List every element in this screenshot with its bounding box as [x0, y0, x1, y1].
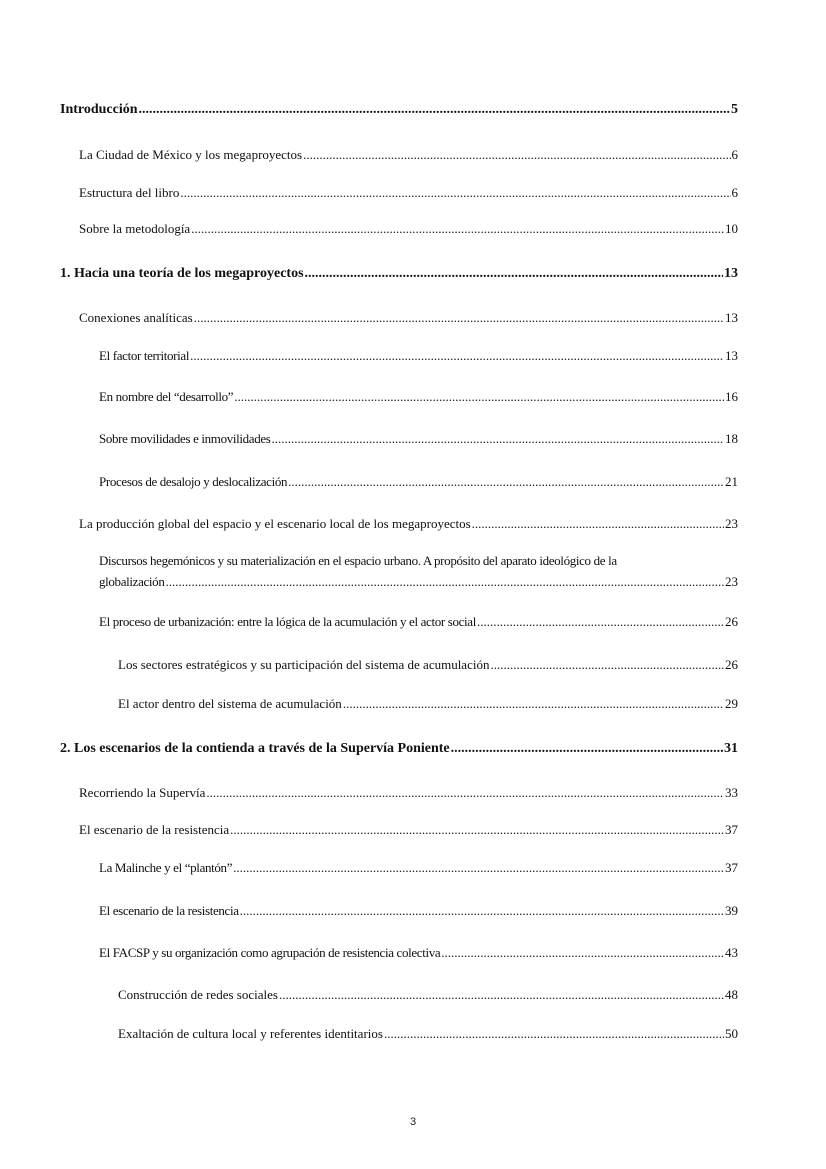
dot-leader — [194, 309, 724, 326]
toc-entry[interactable] — [79, 821, 738, 838]
toc-entry-title: El factor territorial — [99, 348, 190, 363]
toc-entry-page: 26 — [725, 657, 738, 672]
dot-leader — [441, 944, 724, 961]
toc-entry-introduccion[interactable] — [60, 101, 738, 118]
toc-entry[interactable] — [118, 656, 738, 673]
toc-entry-page: 29 — [725, 696, 738, 711]
toc-entry[interactable] — [118, 695, 738, 712]
toc-entry-page: 37 — [725, 822, 738, 837]
toc-entry-chapter-1[interactable] — [60, 265, 738, 282]
dot-leader — [472, 515, 724, 532]
toc-entry-chapter-2[interactable] — [60, 740, 738, 757]
toc-entry[interactable] — [99, 347, 738, 364]
toc-entry-page: 31 — [724, 741, 738, 756]
toc-entry[interactable] — [99, 613, 738, 630]
dot-leader — [451, 740, 723, 757]
toc-entry-title: 1. Hacia una teoría de los megaproyectos — [60, 266, 304, 281]
toc-entry-page: 21 — [725, 474, 738, 489]
toc-entry-title: Los sectores estratégicos y su participación del sistema de acumulación — [118, 657, 490, 672]
toc-entry-page: 13 — [724, 266, 738, 281]
dot-leader — [234, 388, 724, 405]
dot-leader — [477, 613, 724, 630]
toc-entry-title: En nombre del “desarrollo” — [99, 389, 234, 404]
dot-leader — [240, 902, 724, 919]
toc-entry-title: El actor dentro del sistema de acumulación — [118, 696, 342, 711]
dot-leader — [343, 695, 724, 712]
dot-leader — [305, 265, 723, 282]
toc-entry[interactable] — [79, 515, 738, 532]
toc-entry-title: Procesos de desalojo y deslocalización — [99, 474, 288, 489]
toc-entry-page: 18 — [725, 431, 738, 446]
dot-leader — [490, 656, 724, 673]
toc-entry-title: La Ciudad de México y los megaproyectos — [79, 147, 303, 162]
dot-leader — [272, 430, 724, 447]
toc-entry-title: 2. Los escenarios de la contienda a través de la Supervía Poniente — [60, 741, 450, 756]
dot-leader — [303, 146, 730, 163]
dot-leader — [191, 220, 724, 237]
toc-entry[interactable] — [118, 986, 738, 1003]
toc-entry[interactable] — [99, 388, 738, 405]
dot-leader — [288, 473, 724, 490]
toc-entry-title: El FACSP y su organización como agrupación de resistencia colectiva — [99, 945, 441, 960]
dot-leader — [206, 784, 724, 801]
toc-entry[interactable] — [99, 944, 738, 961]
toc-entry-page: 6 — [731, 185, 738, 200]
toc-entry-page: 5 — [731, 102, 738, 117]
dot-leader — [139, 101, 730, 118]
dot-leader — [279, 986, 724, 1003]
toc-entry-page: 48 — [725, 987, 738, 1002]
toc-entry-page: 43 — [725, 945, 738, 960]
toc-entry-page: 33 — [725, 785, 738, 800]
toc-entry-title: Construcción de redes sociales — [118, 987, 278, 1002]
toc-entry[interactable] — [79, 784, 738, 801]
toc-entry[interactable] — [79, 309, 738, 326]
toc-entry-title: Sobre la metodología — [79, 221, 191, 236]
toc-entry-page: 10 — [725, 221, 738, 236]
toc-entry-title: Sobre movilidades e inmovilidades — [99, 431, 271, 446]
toc-entry[interactable] — [79, 220, 738, 237]
toc-entry[interactable] — [118, 1025, 738, 1042]
page-number: 3 — [409, 1116, 417, 1128]
toc-entry[interactable] — [99, 859, 738, 876]
toc-entry-title-line-1[interactable]: Discursos hegemónicos y su materialización en el espacio urbano. A propósito del aparato ideológico de la — [99, 553, 617, 568]
toc-entry-page: 16 — [725, 389, 738, 404]
toc-entry-page: 23 — [725, 574, 738, 589]
toc-entry-page: 13 — [725, 310, 738, 325]
toc-entry-page: 23 — [725, 516, 738, 531]
toc-entry-page: 6 — [731, 147, 738, 162]
toc-entry[interactable] — [99, 902, 738, 919]
toc-entry-title: Conexiones analíticas — [79, 310, 193, 325]
toc-entry[interactable] — [99, 473, 738, 490]
toc-entry-page: 39 — [725, 903, 738, 918]
toc-entry-title: Exaltación de cultura local y referentes identitarios — [118, 1026, 383, 1041]
dot-leader — [384, 1025, 724, 1042]
dot-leader — [165, 573, 724, 590]
toc-entry-title: La Malinche y el “plantón” — [99, 860, 233, 875]
toc-entry-title: La producción global del espacio y el escenario local de los megaproyectos — [79, 516, 471, 531]
toc-entry-page: 50 — [725, 1026, 738, 1041]
toc-entry-title: El proceso de urbanización: entre la lógica de la acumulación y el actor social — [99, 614, 476, 629]
dot-leader — [180, 184, 730, 201]
toc-entry-page: 26 — [725, 614, 738, 629]
toc-entry[interactable] — [99, 430, 738, 447]
dot-leader — [233, 859, 724, 876]
toc-entry-page: 37 — [725, 860, 738, 875]
toc-entry-title: El escenario de la resistencia — [99, 903, 239, 918]
toc-entry-title: Recorriendo la Supervía — [79, 785, 206, 800]
toc-entry[interactable] — [79, 184, 738, 201]
toc-entry-title: El escenario de la resistencia — [79, 822, 230, 837]
toc-entry[interactable] — [99, 573, 738, 590]
toc-entry-title: Introducción — [60, 102, 138, 117]
dot-leader — [190, 347, 724, 364]
toc-entry[interactable] — [79, 146, 738, 163]
dot-leader — [230, 821, 724, 838]
toc-entry-page: 13 — [725, 348, 738, 363]
toc-entry-title: Estructura del libro — [79, 185, 180, 200]
toc-entry-title-line-2: globalización — [99, 574, 165, 589]
